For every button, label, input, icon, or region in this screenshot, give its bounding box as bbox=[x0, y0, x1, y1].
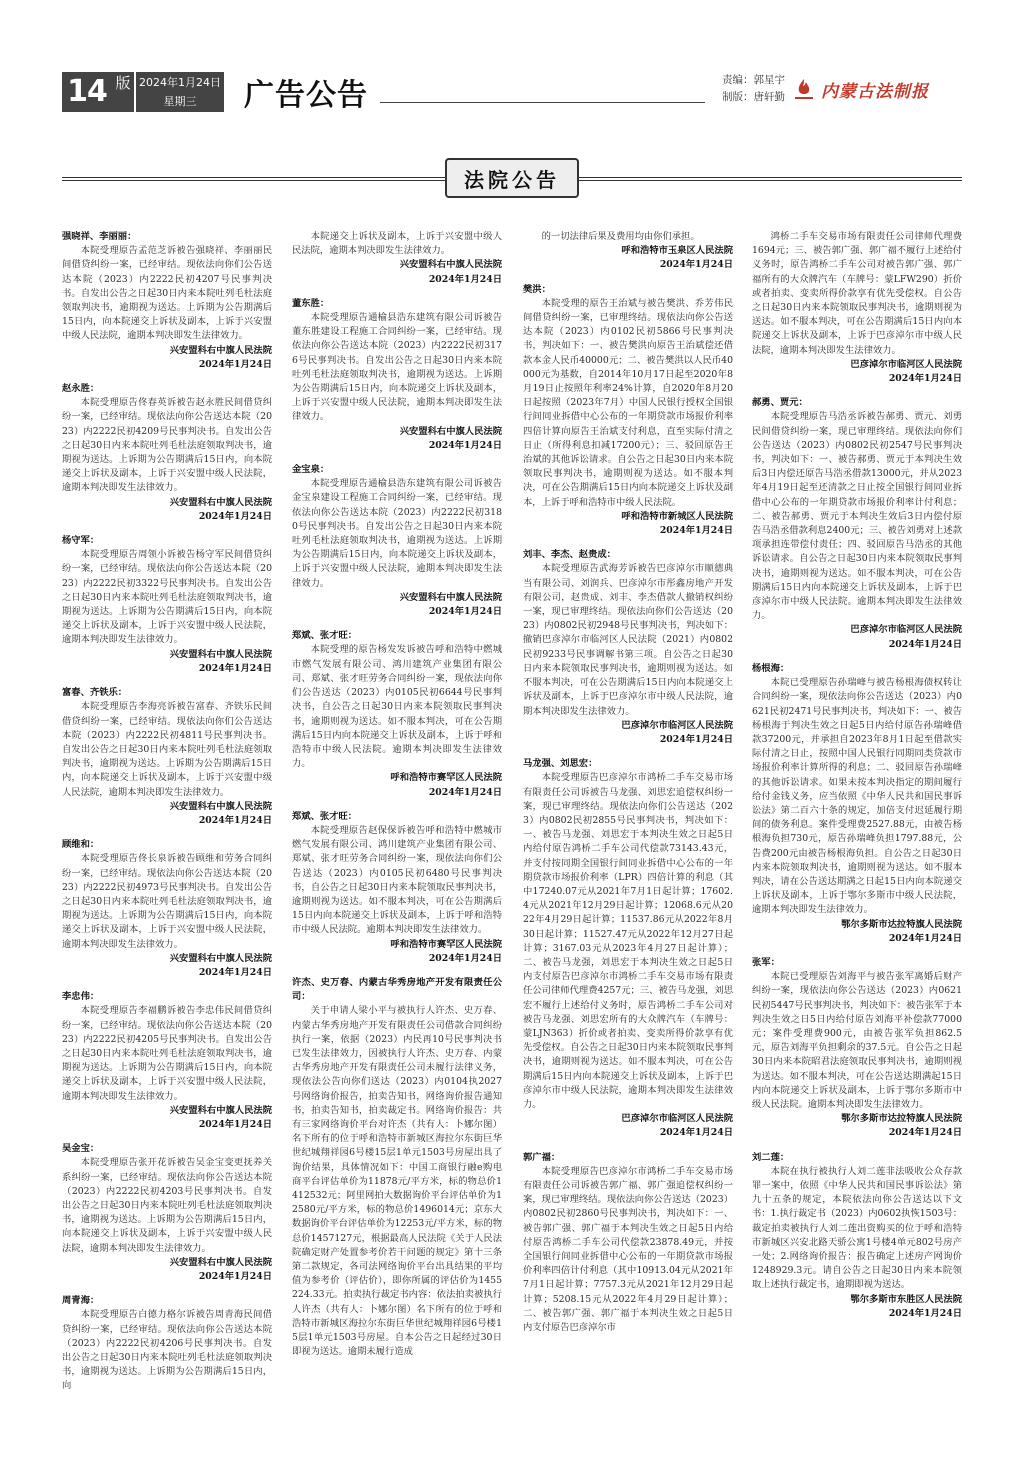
notice-body: 本院受理原告通榆县浩东建筑有限公司诉被告董东胜建设工程施工合同纠纷一案，已经审结。现依法向你公告送达本院（2023）内2222民初3176号民事判决书。自发出公告之日起30日内来本院吐列毛杜法庭领取判决书，逾期视为送达。上诉期为公告期满后15日内，向本院递交上诉状及副本，上诉于兴安盟中级人民法院，逾期本判决即发生法律效力。 bbox=[292, 312, 502, 423]
issue-date-box bbox=[136, 72, 224, 112]
court-name: 兴安盟科右中旗人民法院 bbox=[169, 1104, 272, 1116]
notice-recipient: 顾维和： bbox=[62, 839, 100, 851]
notice-date: 2024年1月24日 bbox=[659, 1127, 733, 1139]
notice-date: 2024年1月24日 bbox=[198, 966, 272, 978]
credits bbox=[722, 72, 785, 106]
notice-body: 本院已受理原告刘海平与被告张军离婚后财产纠纷一案，现依法向你公告送达（2023）内0621民初5447号民事判决书，判决如下：被告张军于本判决生效之日5日内给付原告刘海平补偿款77000元；案件受理费900元，由被告张军负担862.5元，原告刘海平负担剩余的37.5元。自公告之日起30日内来本院昭君法庭领取民事判决书，逾期则视为送达。如不服本判决，可在公告送达期满起15日内向本院递交上诉状及副本，上诉于鄂尔多斯市中级人民法院。逾期本判决即发生法律效力。 bbox=[752, 971, 962, 1110]
column-2 bbox=[292, 230, 502, 1359]
notice-body: 的一切法律后果及费用均由你们承担。 bbox=[541, 231, 700, 242]
court-name: 兴安盟科右中旗人民法院 bbox=[169, 800, 272, 812]
notice-body: 本院递交上诉状及副本，上诉于兴安盟中级人民法院，逾期本判决即发生法律效力。 bbox=[292, 231, 502, 257]
scales-flame-icon bbox=[792, 77, 816, 101]
notice-body: 本院受理原告武海芳诉被告巴彦淖尔市顺德典当有限公司、刘润兵、巴彦淖尔市彤鑫房地产开发有限公司，赵贵成、刘丰、李杰借款人撤销权纠纷一案，现已审理终结。现依法向你们公告送达（2023）内0802民初2948号民事判决书，判决如下：撤销巴彦淖尔市临河区人民法院（2021）内0802民初9233号民事调解书第三项。自公告之日起30日内来本院领取民事判决书，逾期则视为送达。如不服本判决，可在公告期满后15日内向本院递交上诉状及副本，上诉于巴彦淖尔市中级人民法院，逾期本判决即发生法律效力。 bbox=[523, 563, 733, 717]
notice-recipient: 许杰、史万春、内蒙古华秀房地产开发有限责任公司： bbox=[292, 976, 502, 1003]
notice-body: 本院受理原告李福鹏诉被告李忠伟民间借贷纠纷一案，已经审结。现依法向你公告送达本院（2023）内2222民初4205号民事判决书。自发出公告之日起30日内来本院吐列毛杜法庭领取判决书，逾期视为送达。上诉期为公告期满后15日内，向本院递交上诉状及副本，上诉于兴安盟中级人民法院，逾期本判决即发生法律效力。 bbox=[62, 1005, 272, 1102]
notice-date: 2024年1月24日 bbox=[428, 952, 502, 964]
court-name: 巴彦淖尔市临河区人民法院 bbox=[621, 1113, 733, 1125]
notice-date: 2024年1月24日 bbox=[888, 638, 962, 650]
court-name: 巴彦淖尔市临河区人民法院 bbox=[621, 719, 733, 731]
column-3 bbox=[523, 230, 733, 1335]
notice-body: 本院已受理原告孙瑞峰与被告杨根海债权转让合同纠纷一案，现依法向你公告送达（2023）内0621民初2471号民事判决书，判决如下：一、被告杨根海于判决生效之日起5日内给付原告孙瑞峰借款37200元，并承担自2023年8月1日起至借款实际付清之日止，按照中国人民银行同期同类贷款市场报价利率计算所得的利息；二、驳回原告孙瑞峰的其他诉讼请求。如果未按本判决指定的期间履行给付金钱义务，应当依照《中华人民共和国民事诉讼法》第二百六十条的规定，加倍支付迟延履行期间的债务利息。案件受理费2527.88元，由被告杨根海负担730元，原告孙瑞峰负担1797.88元，公告费200元由被告杨根海负担。自公告之日起30日内来本院领取判决书，逾期则视为送达。如不服本判决，请在公告送达期满之日起15日内向本院递交上诉状及副本，上诉于鄂尔多斯市中级人民法院，逾期本判决即发生法律效力。 bbox=[752, 677, 962, 916]
notice-date: 2024年1月24日 bbox=[659, 525, 733, 537]
column-4 bbox=[752, 230, 962, 1331]
ban-label: 版 bbox=[112, 72, 134, 112]
court-notice-banner bbox=[62, 158, 962, 198]
notice-recipient: 强晓祥、李丽丽： bbox=[62, 231, 137, 242]
court-name: 鄂尔多斯市达拉特旗人民法院 bbox=[841, 1113, 962, 1125]
notice-date: 2024年1月24日 bbox=[428, 439, 502, 451]
court-name: 兴安盟科右中旗人民法院 bbox=[169, 1256, 272, 1268]
notice-date: 2024年1月24日 bbox=[198, 1118, 272, 1130]
notice-body: 关于申请人梁小平与被执行人许杰、史万春、内蒙古华秀房地产开发有限责任公司借款合同纠纷执行一案，依据（2023）内民再10号民事判决书已发生法律效力，因被执行人许杰、史万春、内蒙古华秀房地产开发有限责任公司未履行法律义务，现依法公告向你们送达（2023）内0104执2027号网络询价报告，拍卖告知书，网络询价报告通知书，拍卖告知书，拍卖裁定书。网络询价报告：共有三家网络询价平台对许杰（共有人：卜娜尔图）名下所有的位于呼和浩特市新城区海拉尔东街巨华世纪城翔祥园6号楼15层1单元1503号房屋出具了询价结果，具体情况如下：中国工商银行融e购电商平台评估单价为11878元/平方米，标的物总价1412532元；阿里网拍大数据询价平台评估单价为12580元/平方米，标的物总价1496014元；京东大数据询价平台评估单价为12253元/平方米，标的物总价1457127元，根据最高人民法院《关于人民法院确定财产处置参考价若干问题的规定》第十三条第二款规定，各司法网络询价平台出具结果的平均值为参考价（评估价），即你所属的评估价为1455224.33元。拍卖执行裁定书内容：依法拍卖被执行人许杰（共有人：卜娜尔图）名下所有的位于呼和浩特市新城区海拉尔东街巨华世纪城翔祥园6号楼15层1单元1503号房屋。自本公告之日起经过30日即视为送达。逾期未履行造成 bbox=[292, 1005, 502, 1358]
court-name: 兴安盟科右中旗人民法院 bbox=[169, 344, 272, 356]
notice-recipient: 赵永胜： bbox=[62, 383, 100, 395]
banner-title: 法院公告 bbox=[464, 167, 560, 192]
notice-date: 2024年1月24日 bbox=[888, 373, 962, 385]
notice-date: 2024年1月24日 bbox=[428, 606, 502, 618]
notice-body: 本院受理原告李海亮诉被告富春、齐铁乐民间借贷纠纷一案，已经审结。现依法向你们公告送达本院（2023）内2222民初4811号民事判决书。自发出公告之日起30日内来本院吐列毛杜法庭领取判决书，逾期视为送达。上诉期为公告期满后15日内，向本院递交上诉状及副本，上诉于兴安盟中级人民法院，逾期本判决即发生法律效力。 bbox=[62, 701, 272, 798]
notice-date: 2024年1月24日 bbox=[198, 814, 272, 826]
court-name: 鄂尔多斯市达拉特旗人民法院 bbox=[841, 918, 962, 930]
notice-date: 2024年1月24日 bbox=[198, 662, 272, 674]
notice-recipient: 郑斌、张才旺： bbox=[292, 810, 358, 822]
notice-body: 本院受理原告白德力格尔诉被告周青海民间借贷纠纷一案，已经审结。现依法向你公告送达本院（2023）内2222民初4206号民事判决书。自发出公告之日起30日内来本院吐列毛杜法庭领取判决书，逾期视为送达。上诉期为公告期满后15日内，向 bbox=[62, 1309, 272, 1392]
court-name: 兴安盟科右中旗人民法院 bbox=[169, 952, 272, 964]
notice-recipient: 樊洪： bbox=[523, 283, 551, 295]
notice-recipient: 张军： bbox=[752, 956, 780, 968]
notice-date: 2024年1月24日 bbox=[888, 1307, 962, 1319]
notice-recipient: 杨守军： bbox=[62, 535, 100, 547]
notice-body: 本院受理原告佟长泉诉被告顾维和劳务合同纠纷一案，已经审结。现依法向你公告送达本院（2023）内2222民初4973号民事判决书。自发出公告之日起30日内来本院吐列毛杜法庭领取判决书，逾期视为送达。上诉期为公告期满后15日内，向本院递交上诉状及副本，上诉于兴安盟中级人民法院，逾期本判决即发生法律效力。 bbox=[62, 853, 272, 950]
issue-date: 2024年1月24日 bbox=[139, 76, 221, 89]
court-name: 呼和浩特市赛罕区人民法院 bbox=[390, 938, 502, 950]
logo-text: 内蒙古法制报 bbox=[821, 81, 929, 102]
page-header bbox=[0, 62, 1024, 114]
editor-credit: 责编：郭星宇 bbox=[722, 74, 785, 86]
court-name: 兴安盟科右中旗人民法院 bbox=[399, 259, 502, 271]
court-name: 兴安盟科右中旗人民法院 bbox=[169, 496, 272, 508]
notice-recipient: 杨根海： bbox=[752, 662, 790, 674]
notice-body: 本院受理原告周领小诉被告杨守军民间借贷纠纷一案，已经审结。现依法向你公告送达本院（2023）内2222民初3322号民事判决书。自发出公告之日起30日内来本院吐列毛杜法庭领取判决书，逾期视为送达。上诉期为公告期满后15日内，向本院递交上诉状及副本，上诉于兴安盟中级人民法院，逾期本判决即发生法律效力。 bbox=[62, 549, 272, 646]
banner-rule-left bbox=[62, 177, 445, 181]
notice-body: 本院受理原告孟范芝诉被告强晓祥、李丽丽民间借贷纠纷一案，已经审结。现依法向你们公告送达本院（2023）内2222民初4207号民事判决书。自发出公告之日起30日内来本院吐列毛杜法庭领取判决书，逾期视为送达。上诉期为公告期满后15日内，向本院递交上诉状及副本，上诉于兴安盟中级人民法院，逾期本判决即发生法律效力。 bbox=[62, 245, 272, 342]
section-title: 广告公告 bbox=[244, 78, 368, 113]
notice-recipient: 郝勇、贾元： bbox=[752, 397, 808, 409]
header-rule bbox=[380, 102, 705, 103]
court-name: 巴彦淖尔市临河区人民法院 bbox=[850, 358, 962, 370]
newspaper-logo bbox=[792, 72, 962, 106]
column-1 bbox=[62, 230, 272, 1394]
notice-recipient: 富春、齐铁乐： bbox=[62, 687, 128, 699]
court-name: 巴彦淖尔市临河区人民法院 bbox=[850, 624, 962, 636]
banner-box bbox=[445, 158, 579, 198]
notice-recipient: 金宝泉： bbox=[292, 464, 330, 476]
notice-date: 2024年1月24日 bbox=[888, 932, 962, 944]
notice-recipient: 郑斌、张才旺： bbox=[292, 630, 358, 642]
notice-recipient: 刘丰、李杰、赵贵成： bbox=[523, 549, 616, 561]
notice-body: 本院受理原告马浩丞诉被告郝勇、贾元、刘勇民间借贷纠纷一案，现已审理终结。现依法向你们公告送达（2023）内0802民初2547号民事判决书，判决如下：一、被告郝勇、贾元于本判决生效后3日内偿还原告马浩丞借款13000元，并从2023年4月19日起至还清款之日止按全国银行间同业拆借中心公布的一年期贷款市场报价利率计付利息；二、被告郝勇、贾元于本判决生效后3日内偿付原告马浩丞借款利息2400元；三、被告刘勇对上述款项承担连带偿付责任；四、驳回原告马浩丞的其他诉讼请求。自公告之日起30日内来本院领取民事判决书，逾期则视为送达。如不服本判决，可在公告期满后15日内向本院递交上诉状及副本，上诉于巴彦淖尔市中级人民法院。逾期本判决即发生法律效力。 bbox=[752, 411, 962, 622]
notice-recipient: 董东胜： bbox=[292, 297, 330, 309]
producer-credit: 制版：唐轩勤 bbox=[722, 91, 785, 103]
notice-body: 本院受理的原告王治斌与被告樊洪、乔芳伟民间借贷纠纷一案，已审理终结。现依法向你公告送达本院（2023）内0102民初5866号民事判决书，判决如下：一、被告樊洪向原告王治斌偿还借款本金人民币40000元；二、被告樊洪以人民币40000元为基数，自2014年10月17日起至2020年8月19日止按照年利率24%计算，自2020年8月20日起按照（2023年7月）中国人民银行授权全国银行间同业拆借中心公布的一年期贷款市场报价利率四倍计算向原告王治斌支付利息，直至实际付清之日止（所得利息扣减17200元）；三、驳回原告王治斌的其他诉讼请求。自公告之日起30日内来本院领取民事判决书，逾期则视为送达。如不服本判决，可在公告期满后15日内向本院递交上诉状及副本，上诉于呼和浩特市中级人民法院。 bbox=[523, 297, 733, 508]
page-number: 14 bbox=[62, 72, 112, 112]
court-name: 鄂尔多斯市东胜区人民法院 bbox=[850, 1293, 962, 1305]
notice-date: 2024年1月24日 bbox=[428, 786, 502, 798]
notice-date: 2024年1月24日 bbox=[198, 510, 272, 522]
court-name: 呼和浩特市新城区人民法院 bbox=[621, 510, 733, 522]
notice-body: 本院受理原告巴彦淖尔市鸿桥二手车交易市场有限责任公司诉被告马龙强、刘思宏追偿权纠纷一案，现已审理终结。现依法向你们公告送达（2023）内0802民初2855号民事判决书，判决如下：一、被告马龙强、刘思宏于本判决生效之日起5日内给付原告鸿桥二手车公司代偿款73143.43元，并支付按同期全国银行间同业拆借中心公布的一年期贷款市场报价利率（LPR）四倍计算的利息（其中17240.07元从2021年7月1日起计算；17602.4元从2021年12月29日起计算；12068.6元从2022年4月29日起计算；11537.86元从2022年8月30日起计算；11527.47元从2022年12月27日起计算；3167.03元从2023年4月27日起计算）；二、被告马龙强，刘思宏于本判决生效之日起5日内支付原告巴彦淖尔市鸿桥二手车交易市场有限责任公司律师代理费4257元；三、被告马龙强，刘思宏不履行上述给付义务时，原告鸿桥二手车公司对被告马龙强、刘思宏所有的大众牌汽车（车牌号：蒙LJN363）折价或者拍卖、变卖所得价款享有优先受偿权。自公告之日起30日内来本院领取民事判决书，逾期则视为送达。如不服本判决，可在公告期满后15日内向本院递交上诉状及副本，上诉于巴彦淖尔市中级人民法院，逾期本判决即发生法律效力。 bbox=[523, 772, 733, 1110]
notice-body: 鸿桥二手车交易市场有限责任公司律师代理费1694元；三、被告郭广强、郭广福不履行上述给付义务时，原告鸿桥二手车公司对被告郭广强、郭广福所有的大众牌汽车（车牌号：蒙LFW290）折价或者拍卖、变卖所得价款享有优先受偿权。自公告之日起30日内来本院领取民事判决书，逾期则视为送达。如不服本判决，可在公告期满后15日内向本院递交上诉状及副本，上诉于巴彦淖尔市中级人民法院，逾期本判决即发生法律效力。 bbox=[752, 231, 962, 356]
notice-body: 本院受理原告赵保保诉被告呼和浩特中燃城市燃气发展有限公司、鸿川建筑产业集团有限公司、郑斌、张才旺劳务合同纠纷一案，现依法向你们公告送达（2023）内0105民初6480号民事判决书，自公告之日起30日内来本院领取民事判决书，逾期则视为送达。如不服本判决，可在公告期满后15日内向本院递交上诉状及副本，上诉于呼和浩特市中级人民法院。逾期本判决即发生法律效力。 bbox=[292, 824, 502, 936]
notice-date: 2024年1月24日 bbox=[888, 1127, 962, 1139]
notice-date: 2024年1月24日 bbox=[428, 273, 502, 285]
notice-body: 本院受理原告张开花诉被告吴金宝变更抚养关系纠纷一案，已经审结。现依法向你公告送达本院（2023）内2222民初4203号民事判决书。自发出公告之日起30日内来本院吐列毛杜法庭领取判决书，逾期视为送达。上诉期为公告期满后15日内，向本院递交上诉状及副本，上诉于兴安盟中级人民法院，逾期本判决即发生法律效力。 bbox=[62, 1157, 272, 1254]
notice-recipient: 马龙强、刘思宏： bbox=[523, 758, 598, 770]
notice-recipient: 李忠伟： bbox=[62, 991, 100, 1003]
notice-body: 本院在执行被执行人刘二莲非法吸收公众存款罪一案中，依照《中华人民共和国民事诉讼法》第九十五条的规定，本院依法向你公告送达以下文书：1.执行裁定书（2023）内0602执恢1503号：裁定拍卖被执行人刘二莲出资购买的位于呼和浩特市新城区兴安北路天骄公寓1号楼4单元802号房产一处；2.网络询价报告：报告确定上述房产网询价1248929.3元。请自公告之日起30日内来本院领取上述执行裁定书，逾期即视为送达。 bbox=[752, 1165, 963, 1291]
notice-body: 本院受理原告通榆县浩东建筑有限公司诉被告金宝泉建设工程施工合同纠纷一案，已经审结。现依法向你公告送达本院（2023）内2222民初3180号民事判决书。自发出公告之日起30日内来本院吐列毛杜法庭领取判决书，逾期视为送达。上诉期为公告期满后15日内，向本院递交上诉状及副本，上诉于兴安盟中级人民法院，逾期本判决即发生法律效力。 bbox=[292, 478, 502, 589]
notice-recipient: 周青海： bbox=[62, 1295, 100, 1307]
notice-body: 本院受理原告巴彦淖尔市鸿桥二手车交易市场有限责任公司诉被告郭广福、郭广强追偿权纠纷一案，现已审理终结。现依法向你公告送达（2023）内0802民初2860号民事判决书，判决如下：一、被告郭广强、郭广福于本判决生效之日起5日内给付原告鸿桥二手车公司代偿款23878.49元，并按全国银行间同业拆借中心公布的一年期贷款市场报价利率四倍计付利息（其中10913.04元从2021年7月1日起计算；7757.3元从2021年12月29日起计算；5208.15元从2022年4月29日起计算）；二、被告郭广强、郭广福于本判决生效之日起5日内支付原告巴彦淖尔市 bbox=[523, 1165, 733, 1334]
notice-recipient: 刘二莲： bbox=[752, 1151, 790, 1163]
banner-rule-right bbox=[579, 177, 962, 181]
court-name: 呼和浩特市赛罕区人民法院 bbox=[390, 772, 502, 784]
issue-weekday: 星期三 bbox=[163, 95, 197, 108]
court-name: 兴安盟科右中旗人民法院 bbox=[399, 425, 502, 437]
court-name: 兴安盟科右中旗人民法院 bbox=[399, 591, 502, 603]
notice-body: 本院受理的原告杨发发诉被告呼和浩特中燃城市燃气发展有限公司、鸿川建筑产业集团有限公司、郑斌、张才旺劳务合同纠纷一案，现依法向你们公告送达（2023）内0105民初6644号民事判决书，自公告之日起30日内来本院领取民事判决书，逾期则视为送达。如不服本判决，可在公告期满后15日内向本院递交上诉状及副本，上诉于呼和浩特市中级人民法院。逾期本判决即发生法律效力。 bbox=[292, 644, 502, 770]
court-name: 呼和浩特市玉泉区人民法院 bbox=[621, 245, 733, 257]
notice-date: 2024年1月24日 bbox=[198, 1271, 272, 1283]
notice-date: 2024年1月24日 bbox=[659, 259, 733, 271]
court-name: 兴安盟科右中旗人民法院 bbox=[169, 648, 272, 660]
notice-date: 2024年1月24日 bbox=[659, 733, 733, 745]
notice-body: 本院受理原告佟春英诉被告赵永胜民间借贷纠纷一案，已经审结。现依法向你公告送达本院（2023）内2222民初4209号民事判决书。自发出公告之日起30日内来本院吐列毛杜法庭领取判决书，逾期视为送达。上诉期为公告期满后15日内，向本院递交上诉状及副本，上诉于兴安盟中级人民法院，逾期本判决即发生法律效力。 bbox=[62, 397, 272, 494]
notice-date: 2024年1月24日 bbox=[198, 358, 272, 370]
notice-recipient: 吴金宝： bbox=[62, 1143, 100, 1155]
notice-recipient: 郭广福： bbox=[523, 1151, 561, 1163]
